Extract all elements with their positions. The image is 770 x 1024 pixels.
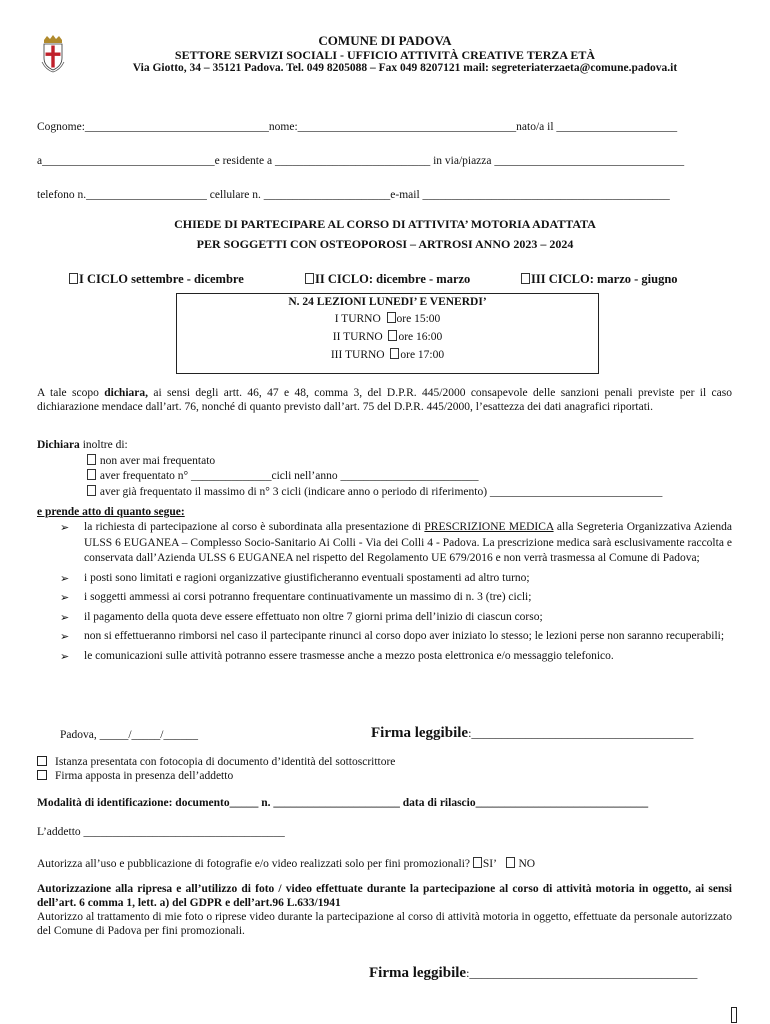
turn-option-3[interactable]: III TURNO ore 17:00 — [330, 349, 445, 361]
checkbox-icon[interactable] — [521, 273, 530, 284]
turn-option-2[interactable]: II TURNO ore 16:00 — [332, 331, 443, 343]
verification-checks — [37, 755, 395, 783]
checkbox-icon[interactable] — [87, 469, 96, 480]
header-contacts: Via Giotto, 34 – 35121 Padova. Tel. 049 8205088 – Fax 049 8207121 mail: segreteriaterzaeta@comune.padova.it — [132, 62, 678, 74]
list-item: ➢ la richiesta di partecipazione al corso è subordinata alla presentazione di PRESCRIZIONE MEDICA alla Segreteria Organizzativa Azienda ULSS 6 EUGANEA – Complesso Socio-Sanitario Ai Colli - Via dei Colli 4 - Padova. La prescrizione medica sarà esclusivamente raccolta e conservata dall’Azienda ULSS 6 EUGANEA nel rispetto del Regolamento UE 679/2016 e non verrà trasmessa al Comune di Padova; — [60, 521, 732, 564]
field-contatti[interactable]: telefono n._____________________ cellulare n. ______________________e-mail ___________________________________________ — [37, 189, 670, 201]
lessons-heading: N. 24 LEZIONI LUNEDI’ E VENERDI’ — [288, 296, 487, 308]
checkbox-icon[interactable] — [506, 857, 515, 868]
header-title: COMUNE DI PADOVA — [318, 33, 452, 48]
photo-consent-question: Autorizza all’uso e pubblicazione di fotografie e/o video realizzati solo per fini promozionali? SI’ NO — [37, 858, 536, 870]
conditions-list — [60, 520, 732, 668]
cycle-option-2[interactable]: II CICLO: dicembre - marzo — [305, 272, 470, 287]
signature-field-1[interactable]: Firma leggibile:_____________________________________ — [371, 725, 694, 741]
dichiara-block: Dichiara inoltre di: non aver mai frequentato aver frequentato n° ______________cicli nell’anno ________________________ aver già frequentato il massimo di n° 3 cicli (indicare anno o periodo di riferimento) ______________________________ — [37, 438, 662, 500]
checkbox-icon[interactable] — [387, 312, 396, 323]
check-firma[interactable]: Firma apposta in presenza dell’addetto — [37, 769, 395, 783]
checkbox-icon[interactable] — [37, 756, 47, 766]
request-subtitle: PER SOGGETTI CON OSTEOPOROSI – ARTROSI ANNO 2023 – 2024 — [196, 237, 574, 251]
arrow-bullet-icon: ➢ — [60, 591, 70, 604]
declaration-paragraph: A tale scopo dichiara, ai sensi degli artt. 46, 47 e 48, comma 3, del D.P.R. 445/2000 consapevole delle sanzioni penali previste per il caso dichiarazione mendace dall’art. 76, nonché di quanto previsto dall’art. 75 del D.P.R. 445/2000, l’esattezza dei dati anagrafici riportati. — [37, 387, 732, 413]
addetto-field[interactable]: L’addetto ___________________________________ — [37, 826, 285, 838]
field-residenza[interactable]: a______________________________e residente a ___________________________ in via/piazza _________________________________ — [37, 155, 685, 167]
checkbox-icon[interactable] — [87, 454, 96, 465]
arrow-bullet-icon: ➢ — [60, 610, 70, 624]
check-istanza[interactable]: Istanza presentata con fotocopia di documento d’identità del sottoscrittore — [37, 755, 395, 769]
arrow-bullet-icon: ➢ — [60, 630, 70, 643]
signature-field-2[interactable]: Firma leggibile:______________________________________ — [369, 965, 698, 981]
request-title: CHIEDE DI PARTECIPARE AL CORSO DI ATTIVITA’ MOTORIA ADATTATA — [174, 217, 596, 231]
page-marker — [731, 1007, 737, 1023]
prende-atto-heading: e prende atto di quanto segue: — [37, 506, 185, 518]
cycle-option-1[interactable]: I CICLO settembre - dicembre — [69, 272, 244, 287]
list-item: ➢ i soggetti ammessi ai corsi potranno frequentare continuativamente un massimo di n. 3 (tre) cicli; — [60, 591, 532, 604]
place-date-field[interactable]: Padova, _____/_____/______ — [60, 729, 198, 741]
dichiara-option-3[interactable]: aver già frequentato il massimo di n° 3 cicli (indicare anno o periodo di riferimento) ______________________________ — [37, 485, 662, 501]
dichiara-option-1[interactable]: non aver mai frequentato — [37, 454, 662, 470]
checkbox-icon[interactable] — [388, 330, 397, 341]
dichiara-option-2[interactable]: aver frequentato n° ______________cicli nell’anno ________________________ — [37, 469, 662, 485]
turn-option-1[interactable]: I TURNO ore 15:00 — [334, 313, 441, 325]
cycle-option-3[interactable]: III CICLO: marzo - giugno — [521, 272, 678, 287]
consent-si-option[interactable]: SI’ — [473, 858, 497, 870]
arrow-bullet-icon: ➢ — [60, 571, 70, 585]
media-authorization-heading: Autorizzazione alla ripresa e all’utilizzo di foto / video effettuate durante la partecipazione al corso di attività motoria in oggetto, ai sensi dell’art. 6 comma 1, lett. a) del GDPR e dell’art.96 L.633/1941 — [37, 883, 732, 909]
field-cognome-nome[interactable]: Cognome:________________________________nome:______________________________________nato/a il _____________________ — [37, 121, 678, 133]
checkbox-icon[interactable] — [473, 857, 482, 868]
list-item: ➢ non si effettueranno rimborsi nel caso il partecipante rinunci al corso dopo aver iniziato lo stesso; le lezioni perse non saranno recuperabili; — [60, 630, 725, 643]
list-item: ➢ le comunicazioni sulle attività potranno essere trasmesse anche a mezzo posta elettronica e/o messaggio telefonico. — [60, 649, 614, 663]
consent-no-option[interactable]: NO — [506, 858, 536, 870]
checkbox-icon[interactable] — [305, 273, 314, 284]
media-authorization-body: Autorizzo al trattamento di mie foto o riprese video durante la partecipazione al corso di attività motoria in oggetto, effettuate da personale autorizzato del Comune di Padova per fini promozionali. — [37, 911, 732, 937]
list-item: ➢ i posti sono limitati e ragioni organizzative giustificheranno eventuali spostamenti ad altro turno; — [60, 571, 530, 585]
checkbox-icon[interactable] — [37, 770, 47, 780]
arrow-bullet-icon: ➢ — [60, 649, 70, 663]
header-office: SETTORE SERVIZI SOCIALI - UFFICIO ATTIVITÀ CREATIVE TERZA ETÀ — [174, 48, 596, 62]
arrow-bullet-icon: ➢ — [60, 521, 70, 534]
list-item: ➢ il pagamento della quota deve essere effettuato non oltre 7 giorni prima dell’inizio di ciascun corso; — [60, 610, 543, 624]
checkbox-icon[interactable] — [87, 485, 96, 496]
checkbox-icon[interactable] — [69, 273, 78, 284]
checkbox-icon[interactable] — [390, 348, 399, 359]
identification-mode-field[interactable]: Modalità di identificazione: documento_____ n. ______________________ data di rilascio______________________________ — [37, 797, 649, 809]
lessons-box — [176, 293, 599, 374]
